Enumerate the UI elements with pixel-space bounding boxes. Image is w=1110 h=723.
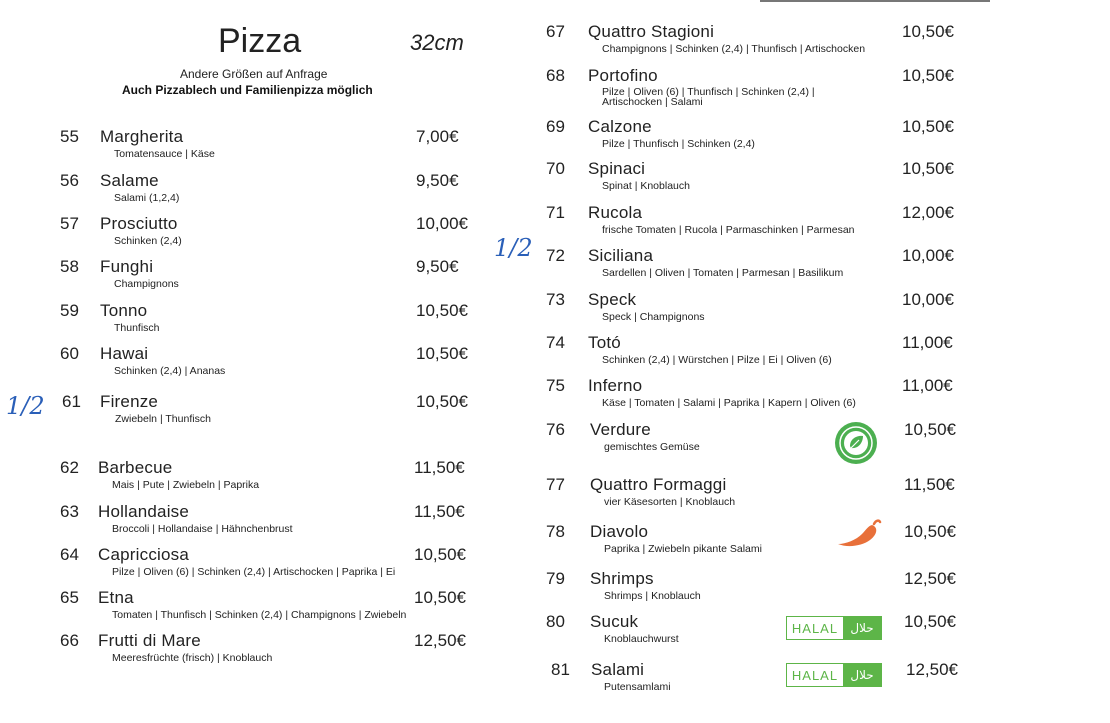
item-price: 9,50€ [416,171,459,190]
item-description: Schinken (2,4) | Ananas [114,365,226,377]
item-number: 62 [60,458,79,477]
item-number: 63 [60,502,79,521]
item-description: Pilze | Oliven (6) | Schinken (2,4) | Artischocken | Paprika | Ei [112,566,396,578]
item-price: 10,50€ [904,612,956,631]
item-description: Broccoli | Hollandaise | Hähnchenbrust [112,523,293,535]
item-price: 10,50€ [904,522,956,541]
item-price: 10,50€ [414,545,466,564]
item-description: Paprika | Zwiebeln pikante Salami [604,543,762,555]
item-name: Quattro Formaggi [590,475,727,494]
item-name: Capricciosa [98,545,190,564]
halal-label-ar: حلال [843,664,881,686]
item-description: Meeresfrüchte (frisch) | Knoblauch [112,652,273,664]
item-name: Inferno [588,376,643,395]
item-description: Pilze | Oliven (6) | Thunfisch | Schinken (2,4) | [602,86,815,98]
item-name: Calzone [588,117,652,136]
item-number: 60 [60,344,79,363]
item-name: Spinaci [588,159,646,178]
item-name: Diavolo [590,522,649,541]
item-price: 10,00€ [902,246,954,265]
item-price: 11,50€ [414,458,465,477]
vegetarian-badge-icon [834,421,878,465]
item-number: 67 [546,22,565,41]
item-price: 10,00€ [416,214,468,233]
item-number: 69 [546,117,565,136]
item-name: Portofino [588,66,658,85]
item-description: Putensamlami [604,681,671,693]
item-name: Hawai [100,344,149,363]
item-number: 81 [551,660,570,679]
item-price: 12,50€ [904,569,956,588]
top-rule [760,0,990,2]
item-number: 77 [546,475,565,494]
item-description: Champignons [114,278,179,290]
item-number: 78 [546,522,565,541]
item-number: 76 [546,420,565,439]
item-name: Totó [588,333,621,352]
pizza-size: 32cm [410,30,464,55]
item-description: Schinken (2,4) [114,235,182,247]
item-name: Sucuk [590,612,639,631]
item-number: 64 [60,545,79,564]
item-price: 10,50€ [902,22,954,41]
item-description: gemischtes Gemüse [604,441,700,453]
handwritten-half-61: 1/2 [6,392,45,420]
item-price: 11,00€ [902,333,953,352]
item-price: 12,50€ [906,660,958,679]
item-name: Firenze [100,392,159,411]
item-name: Salame [100,171,159,190]
item-name: Quattro Stagioni [588,22,715,41]
item-number: 56 [60,171,79,190]
item-description: Schinken (2,4) | Würstchen | Pilze | Ei | Oliven (6) [602,354,832,366]
item-price: 12,50€ [414,631,466,650]
item-number: 55 [60,127,79,146]
item-price: 9,50€ [416,257,459,276]
item-description: frische Tomaten | Rucola | Parmaschinken | Parmesan [602,224,855,236]
handwritten-half-72: 1/2 [494,234,533,262]
item-description: Spinat | Knoblauch [602,180,690,192]
item-number: 71 [546,203,565,222]
item-number: 70 [546,159,565,178]
item-description: Champignons | Schinken (2,4) | Thunfisch | Artischocken [602,43,866,55]
item-description: Shrimps | Knoblauch [604,590,701,602]
sizes-note: Andere Größen auf Anfrage [180,67,328,81]
item-description: Zwiebeln | Thunfisch [115,413,211,425]
item-price: 12,00€ [902,203,954,222]
family-note: Auch Pizzablech und Familienpizza möglich [122,83,373,97]
halal-label-ar: حلال [843,617,881,639]
halal-badge-80 [786,616,882,640]
item-price: 11,50€ [904,475,955,494]
item-number: 75 [546,376,565,395]
item-price: 11,00€ [902,376,953,395]
item-description: Tomatensauce | Käse [114,148,215,160]
item-price: 10,50€ [416,392,468,411]
item-price: 10,50€ [416,301,468,320]
item-description: Mais | Pute | Zwiebeln | Paprika [112,479,260,491]
item-number: 74 [546,333,565,352]
item-name: Salami [591,660,645,679]
item-name: Margherita [100,127,184,146]
item-name: Speck [588,290,637,309]
item-name: Frutti di Mare [98,631,201,650]
item-price: 10,50€ [902,66,954,85]
item-name: Prosciutto [100,214,178,233]
item-name: Rucola [588,203,643,222]
halal-label-en: HALAL [791,667,839,683]
item-price: 10,50€ [416,344,468,363]
item-price: 10,00€ [902,290,954,309]
menu-title: Pizza [218,22,302,60]
item-number: 61 [62,392,81,411]
item-name: Etna [98,588,134,607]
item-number: 73 [546,290,565,309]
item-number: 80 [546,612,565,631]
item-number: 59 [60,301,79,320]
item-description: Speck | Champignons [602,311,705,323]
item-number: 57 [60,214,79,233]
item-name: Hollandaise [98,502,190,521]
item-price: 10,50€ [902,117,954,136]
item-description: Tomaten | Thunfisch | Schinken (2,4) | Champignons | Zwiebeln [112,609,407,621]
item-number: 66 [60,631,79,650]
chili-pepper-icon [834,518,882,552]
item-description: Pilze | Thunfisch | Schinken (2,4) [602,138,755,150]
item-price: 7,00€ [416,127,459,146]
item-description-line2: Artischocken | Salami [602,96,703,108]
item-description: Thunfisch [114,322,160,334]
item-name: Verdure [590,420,651,439]
halal-label-en: HALAL [791,620,839,636]
item-price: 10,50€ [902,159,954,178]
item-number: 65 [60,588,79,607]
item-description: Knoblauchwurst [604,633,679,645]
item-description: Käse | Tomaten | Salami | Paprika | Kapern | Oliven (6) [602,397,856,409]
item-number: 58 [60,257,79,276]
item-name: Barbecue [98,458,173,477]
item-price: 10,50€ [904,420,956,439]
item-number: 79 [546,569,565,588]
halal-badge-81 [786,663,882,687]
item-name: Shrimps [590,569,654,588]
item-description: Salami (1,2,4) [114,192,180,204]
item-price: 10,50€ [414,588,466,607]
item-name: Funghi [100,257,154,276]
item-number: 72 [546,246,565,265]
item-price: 11,50€ [414,502,465,521]
item-name: Tonno [100,301,148,320]
item-description: vier Käsesorten | Knoblauch [604,496,736,508]
item-name: Siciliana [588,246,654,265]
item-description: Sardellen | Oliven | Tomaten | Parmesan | Basilikum [602,267,844,279]
item-number: 68 [546,66,565,85]
